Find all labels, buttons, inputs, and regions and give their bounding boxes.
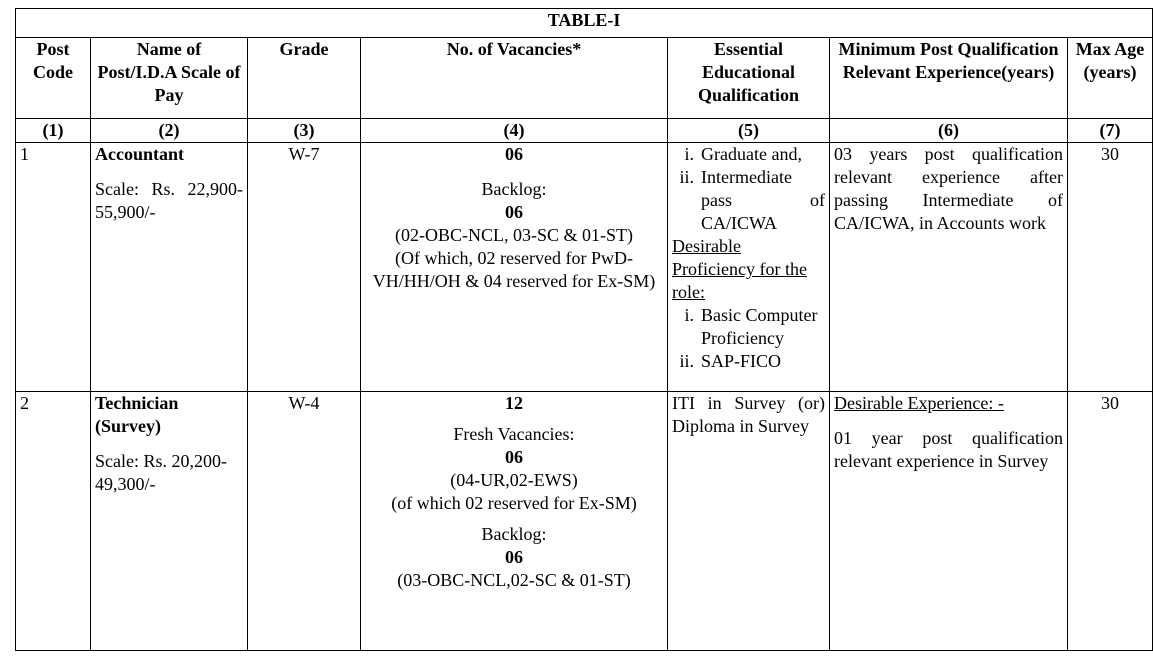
col-number: (3) <box>248 119 361 143</box>
backlog-breakup: (03-OBC-NCL,02-SC & 01-ST) <box>397 570 631 590</box>
header-qualification: Essential Educational Qualification <box>668 38 830 119</box>
post-name-cell <box>91 143 248 392</box>
list-item <box>672 304 825 350</box>
backlog-label: Backlog: <box>481 179 547 199</box>
post-name: Technician (Survey) <box>95 393 179 436</box>
list-number: i. <box>684 305 694 325</box>
col-number: (4) <box>361 119 668 143</box>
list-number: i. <box>684 144 694 164</box>
fresh-label: Fresh Vacancies: <box>453 424 575 444</box>
table-row <box>16 392 1153 651</box>
backlog-note: (Of which, 02 reserved for PwD-VH/HH/OH & 04 reserved for Ex-SM) <box>372 248 656 291</box>
post-code: 1 <box>16 143 91 392</box>
col-number: (1) <box>16 119 91 143</box>
grade: W-4 <box>248 392 361 651</box>
list-text: Basic Computer Proficiency <box>701 305 818 348</box>
backlog-count: 06 <box>505 547 523 567</box>
desirable-heading: Desirable Proficiency for the role: <box>672 236 807 302</box>
fresh-note: (of which 02 reserved for Ex-SM) <box>391 493 637 513</box>
col-number: (7) <box>1068 119 1153 143</box>
fresh-count: 06 <box>505 447 523 467</box>
column-number-row <box>16 119 1153 143</box>
vacancies-total: 06 <box>505 144 523 164</box>
header-row <box>16 38 1153 119</box>
list-text: SAP-FICO <box>701 351 782 371</box>
backlog-count: 06 <box>505 202 523 222</box>
fresh-breakup: (04-UR,02-EWS) <box>450 470 578 490</box>
max-age: 30 <box>1068 143 1153 392</box>
max-age: 30 <box>1068 392 1153 651</box>
desirable-heading: Desirable Experience: - <box>834 393 1004 413</box>
col-number: (6) <box>830 119 1068 143</box>
backlog-label: Backlog: <box>481 524 547 544</box>
post-name: Accountant <box>95 144 184 164</box>
qualification-cell <box>668 143 830 392</box>
list-number: ii. <box>679 351 694 371</box>
desirable-list <box>672 304 825 373</box>
qualification: ITI in Survey (or) Diploma in Survey <box>668 392 830 651</box>
pay-scale: Scale: Rs. 20,200-49,300/- <box>95 451 227 494</box>
header-grade: Grade <box>248 38 361 119</box>
table-caption: TABLE-I <box>16 9 1153 38</box>
post-name-cell <box>91 392 248 651</box>
post-code: 2 <box>16 392 91 651</box>
col-number: (5) <box>668 119 830 143</box>
header-post-name: Name of Post/I.D.A Scale of Pay <box>91 38 248 119</box>
vacancy-table <box>15 8 1153 651</box>
vacancies-total: 12 <box>505 393 523 413</box>
experience: 01 year post qualification relevant experience in Survey <box>834 428 1063 471</box>
backlog-breakup: (02-OBC-NCL, 03-SC & 01-ST) <box>395 225 633 245</box>
grade: W-7 <box>248 143 361 392</box>
vacancies-cell <box>361 143 668 392</box>
header-vacancies: No. of Vacancies* <box>361 38 668 119</box>
col-number: (2) <box>91 119 248 143</box>
qualification-list <box>672 143 825 235</box>
header-experience: Minimum Post Qualification Relevant Experience(years) <box>830 38 1068 119</box>
header-max-age: Max Age (years) <box>1068 38 1153 119</box>
vacancies-cell <box>361 392 668 651</box>
experience: 03 years post qualification relevant experience after passing Intermediate of CA/ICWA, in Accounts work <box>830 143 1068 392</box>
list-item <box>672 166 825 235</box>
experience-cell <box>830 392 1068 651</box>
pay-scale: Scale: Rs. 22,900-55,900/- <box>95 179 243 222</box>
list-number: ii. <box>679 167 694 187</box>
list-text: Intermediate pass of CA/ICWA <box>701 167 825 233</box>
table-caption-row <box>16 9 1153 38</box>
table-row <box>16 143 1153 392</box>
list-item <box>672 143 825 166</box>
list-text: Graduate and, <box>701 144 802 164</box>
header-post-code: Post Code <box>16 38 91 119</box>
list-item <box>672 350 825 373</box>
